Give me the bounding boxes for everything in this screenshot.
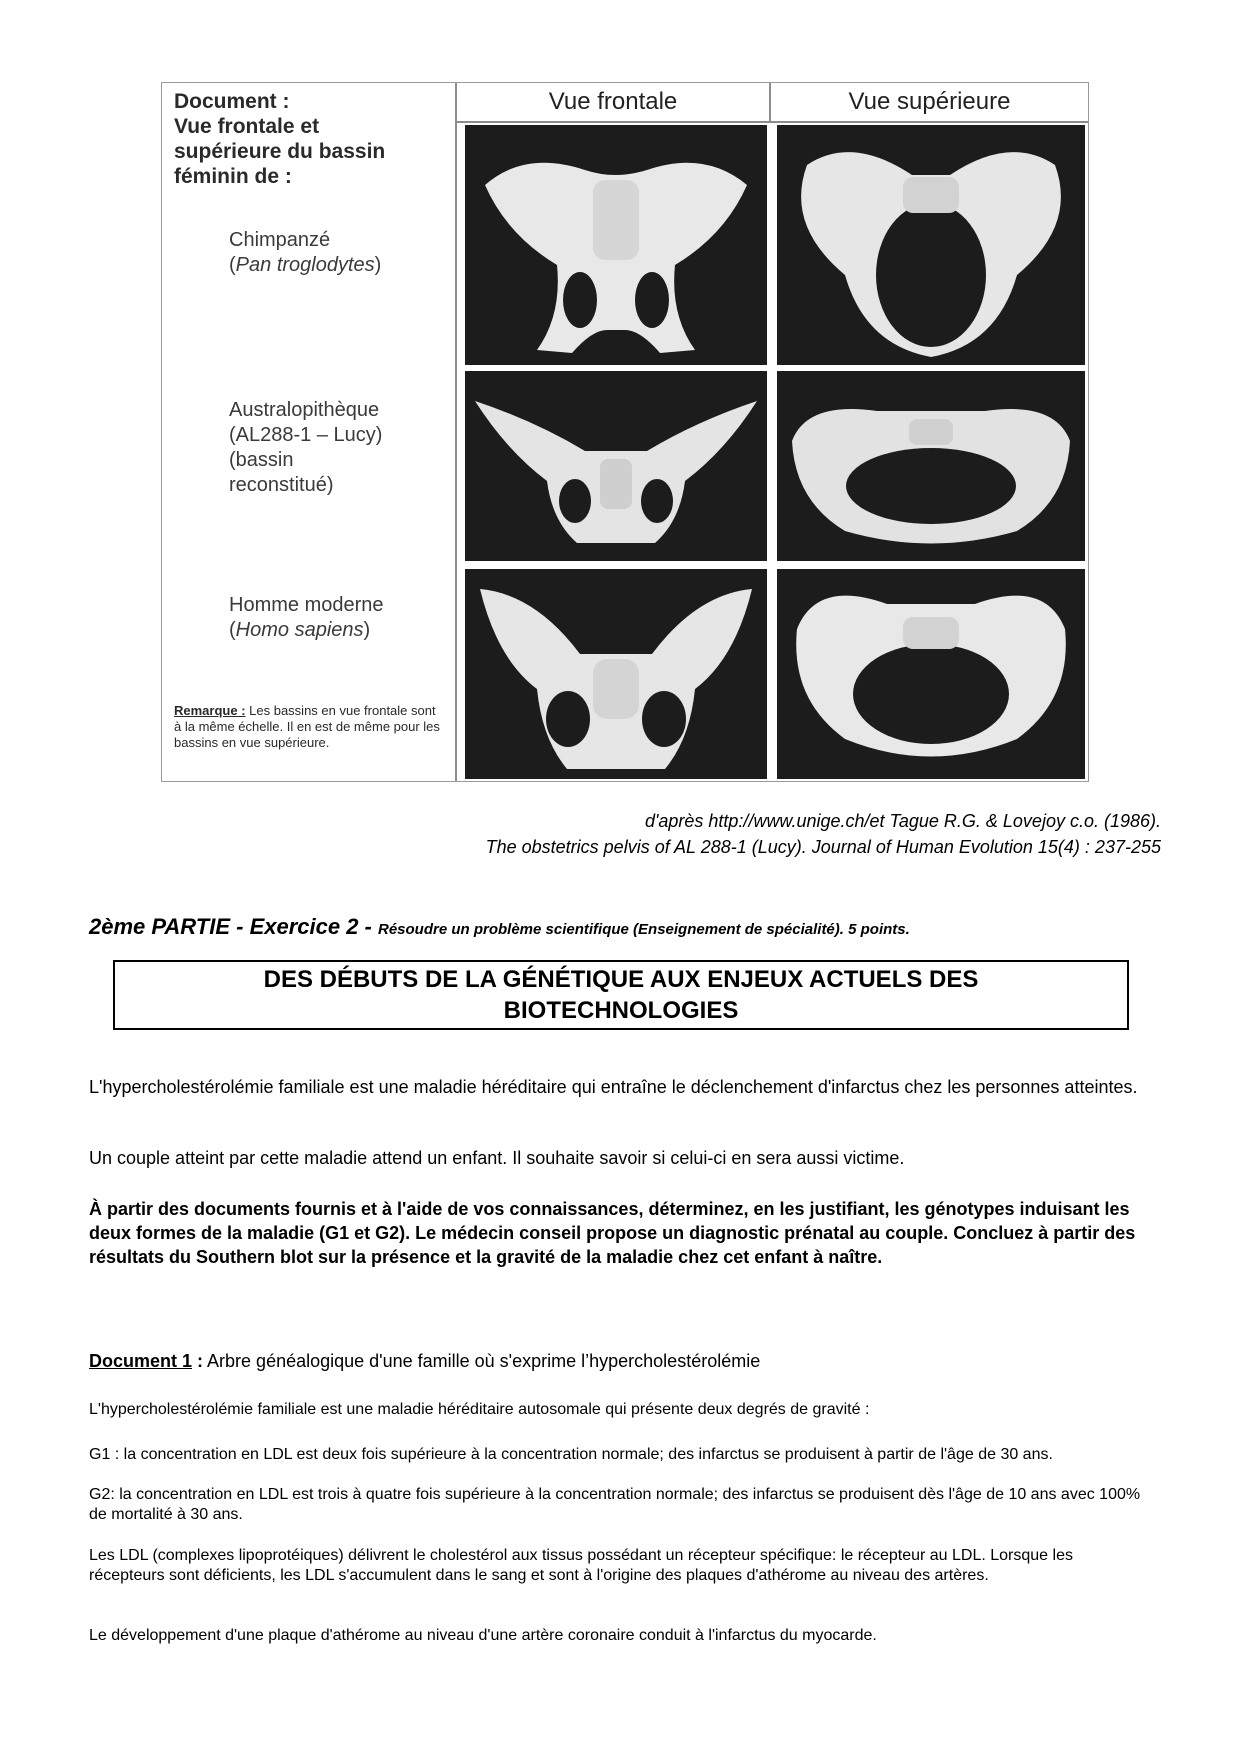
photo-chimp-frontal — [465, 125, 767, 365]
document-1-intro: L'hypercholestérolémie familiale est une maladie héréditaire autosomale qui présente deux degrés de gravité : — [89, 1401, 870, 1418]
species-australopithecus: Australopithèque (AL288-1 – Lucy) (bassin reconstitué) — [229, 399, 383, 496]
document-1-heading: Document 1 : Arbre généalogique d'une famille où s'exprime l’hypercholestérolémie — [89, 1351, 761, 1371]
document-1-g2: G2: la concentration en LDL est trois à quatre fois supérieure à la concentration normale; des infarctus se produisent dès l'âge de 10 ans avec 100% de mortalité à 30 ans. — [89, 1486, 1141, 1523]
column-header-frontal: Vue frontale — [457, 83, 771, 123]
figure-remark: Remarque : Les bassins en vue frontale sont à la même échelle. Il en est de même pour les bassins en vue supérieure. — [174, 703, 440, 750]
pelvis-figure — [161, 82, 1089, 782]
photo-chimp-superior — [777, 125, 1085, 365]
figure-citation: d'après http://www.unige.ch/et Tague R.G. & Lovejoy c.o. (1986). The obstetrics pelvis of AL 288-1 (Lucy). Journal of Human Evolution 15(4) : 237-255 — [485, 811, 1161, 857]
exercise-heading: 2ème PARTIE - Exercice 2 - Résoudre un problème scientifique (Enseignement de spécialité). 5 points. — [89, 914, 910, 939]
section-title-box: DES DÉBUTS DE LA GÉNÉTIQUE AUX ENJEUX ACTUELS DES BIOTECHNOLOGIES — [113, 960, 1129, 1030]
figure-legend-column — [162, 83, 457, 781]
task-instructions: À partir des documents fournis et à l'aide de vos connaissances, déterminez, en les justifiant, les génotypes induisant les deux formes de la maladie (G1 et G2). Le médecin conseil propose un diagnostic prénatal au couple. Concluez à partir des résultats du Southern blot sur la présence et la gravité de la maladie chez cet enfant à naître. — [89, 1199, 1136, 1267]
photo-lucy-frontal — [465, 371, 767, 561]
document-1-plaque: Le développement d'une plaque d'athérome au niveau d'une artère coronaire conduit à l'infarctus du myocarde. — [89, 1627, 877, 1644]
species-homo-sapiens: Homme moderne (Homo sapiens) — [229, 594, 384, 641]
photo-human-superior — [777, 569, 1085, 779]
photo-human-frontal — [465, 569, 767, 779]
document-1-ldl: Les LDL (complexes lipoprotéiques) délivrent le cholestérol aux tissus possédant un récepteur spécifique: le récepteur au LDL. Lorsque les récepteurs sont déficients, les LDL s'accumulent dans le sang et sont à l'origine des plaques d'athérome au niveau des artères. — [89, 1547, 1073, 1584]
photo-lucy-superior — [777, 371, 1085, 561]
column-header-superior: Vue supérieure — [771, 83, 1088, 123]
species-chimpanzee: Chimpanzé (Pan troglodytes) — [229, 229, 382, 276]
document-1-g1: G1 : la concentration en LDL est deux fois supérieure à la concentration normale; des infarctus se produisent à partir de l'âge de 30 ans. — [89, 1446, 1053, 1463]
figure-title: Document : Vue frontale et supérieure du bassin féminin de : — [174, 90, 386, 188]
intro-paragraph: L'hypercholestérolémie familiale est une maladie héréditaire qui entraîne le déclenchement d'infarctus chez les personnes atteintes. — [89, 1077, 1138, 1097]
couple-paragraph: Un couple atteint par cette maladie attend un enfant. Il souhaite savoir si celui-ci en sera aussi victime. — [89, 1148, 905, 1168]
